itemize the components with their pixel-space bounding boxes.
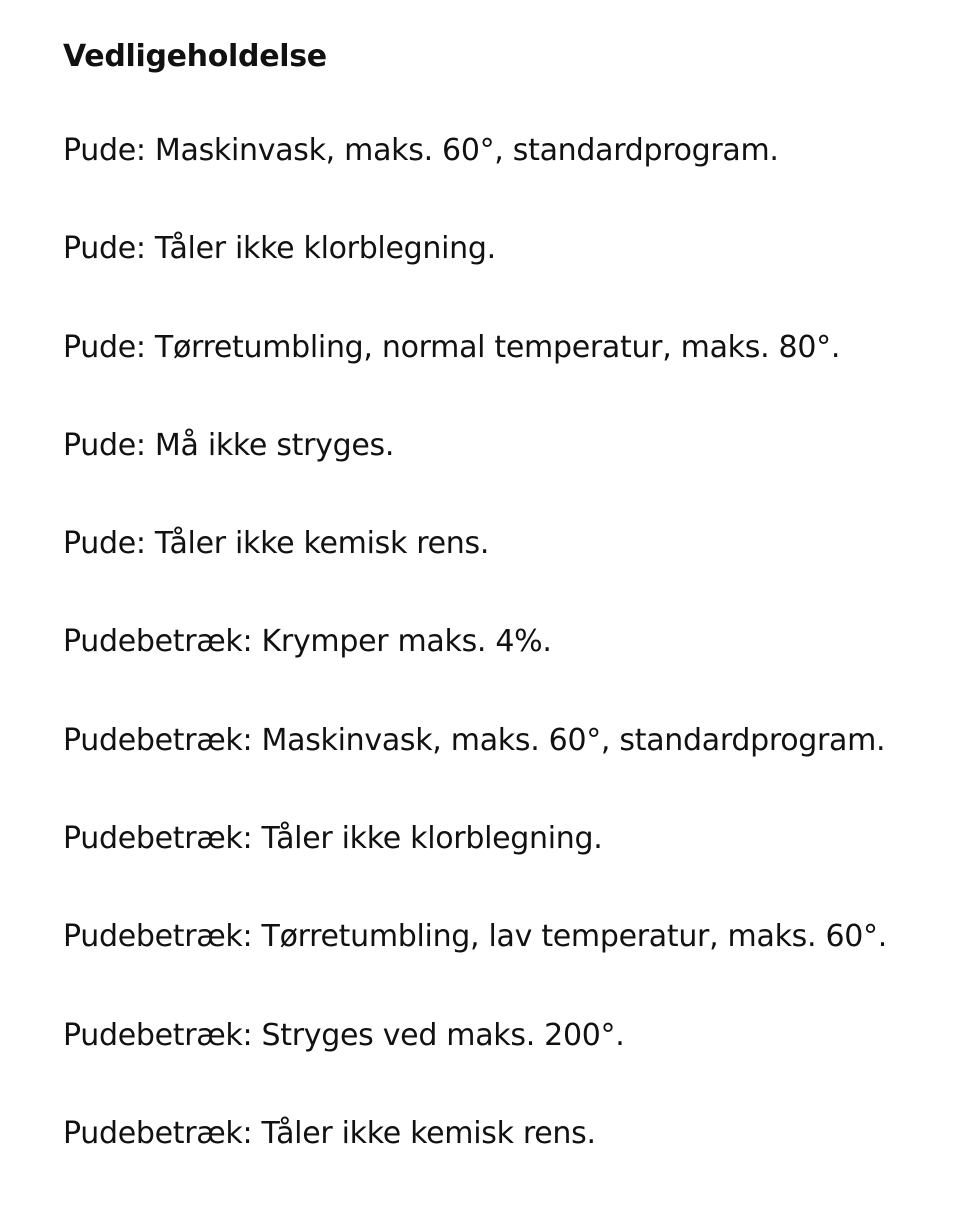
care-instruction-item: Pudebetræk: Tåler ikke kemisk rens. bbox=[63, 1115, 596, 1151]
care-instruction-item: Pudebetræk: Maskinvask, maks. 60°, standardprogram. bbox=[63, 722, 886, 758]
care-instruction-item: Pudebetræk: Tørretumbling, lav temperatur, maks. 60°. bbox=[63, 919, 887, 955]
care-instruction-item: Pudebetræk: Tåler ikke klorblegning. bbox=[63, 821, 603, 857]
care-instruction-item: Pude: Tåler ikke klorblegning. bbox=[63, 231, 496, 267]
care-instruction-item: Pudebetræk: Stryges ved maks. 200°. bbox=[63, 1017, 625, 1053]
care-heading: Vedligeholdelse bbox=[63, 39, 327, 74]
care-instruction-item: Pudebetræk: Krymper maks. 4%. bbox=[63, 624, 552, 660]
care-instruction-item: Pude: Tørretumbling, normal temperatur, maks. 80°. bbox=[63, 329, 841, 365]
care-instruction-item: Pude: Må ikke stryges. bbox=[63, 427, 395, 463]
care-instructions-list bbox=[63, 130, 887, 1211]
care-instruction-item: Pude: Maskinvask, maks. 60°, standardprogram. bbox=[63, 133, 779, 168]
care-instruction-item: Pude: Tåler ikke kemisk rens. bbox=[63, 526, 490, 562]
